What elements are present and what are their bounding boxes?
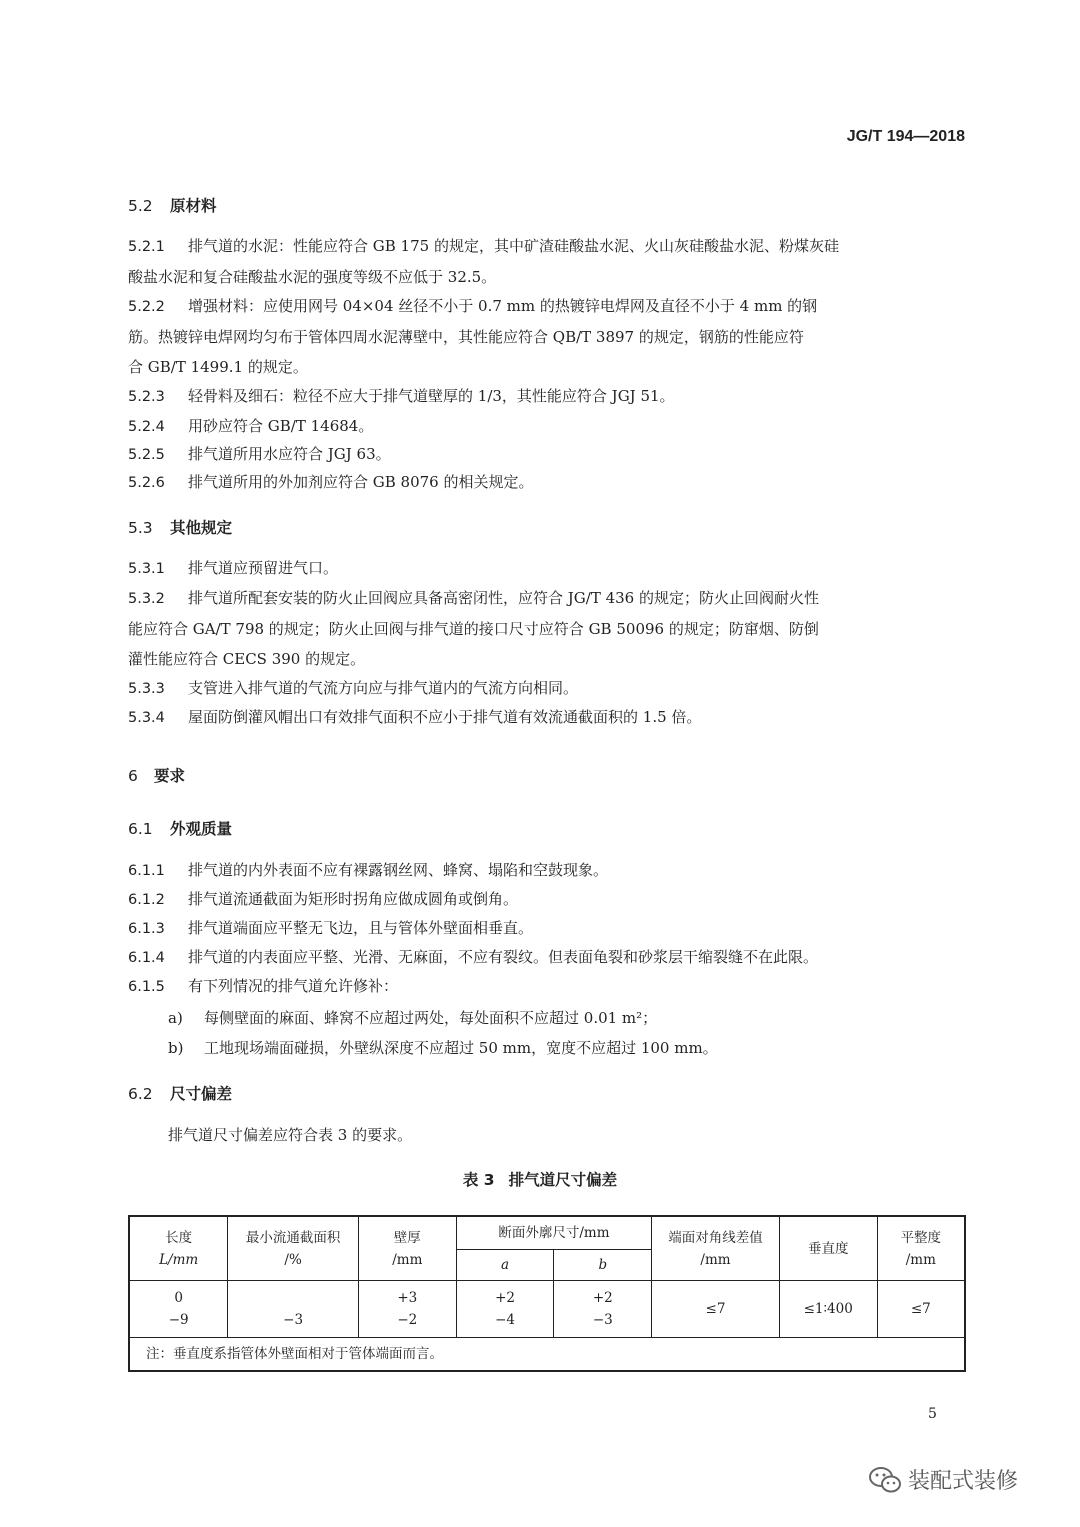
clause-number: 6.1.4 [128, 950, 165, 966]
section-number: 5.3 [128, 519, 153, 537]
clause-6-1-3 [128, 913, 968, 944]
list-text: 每侧壁面的麻面、蜂窝不应超过两处，每处面积不应超过 0.01 m²； [204, 1009, 658, 1027]
clause-text-line: 合 GB/T 1499.1 的规定。 [128, 358, 308, 376]
clause-number: 5.2.3 [128, 389, 165, 405]
clause-number: 5.2.6 [128, 475, 165, 491]
header-diagonal [652, 1216, 780, 1281]
header-b: b [554, 1250, 652, 1281]
header-a: a [456, 1250, 554, 1281]
cell-length [129, 1281, 228, 1338]
table-note: 注：垂直度系指管体外壁面相对于管体端面而言。 [129, 1338, 965, 1372]
header-label: 长度 [165, 1229, 193, 1246]
clause-text-line: 排气道所配套安装的防火止回阀应具备高密闭性，应符合 JG/T 436 的规定；防火止回阀耐火性 [188, 589, 819, 607]
section-title: 原材料 [170, 197, 217, 215]
section-heading-6-2 [128, 1082, 232, 1104]
table-row [129, 1281, 965, 1338]
clause-5-3-4 [128, 702, 968, 733]
list-letter: b) [168, 1039, 184, 1057]
page-number: 5 [928, 1406, 937, 1422]
clause-text-line: 能应符合 GA/T 798 的规定；防火止回阀与排气道的接口尺寸应符合 GB 50096 的规定；防窜烟、防倒 [128, 620, 819, 638]
section-number: 6.1 [128, 820, 153, 838]
clause-text: 排气道尺寸偏差应符合表 3 的要求。 [168, 1126, 413, 1144]
cell-lower: −4 [495, 1312, 515, 1328]
clause-text-line: 灌性能应符合 CECS 390 的规定。 [128, 650, 366, 668]
wechat-icon [868, 1465, 902, 1495]
clause-text: 排气道的内外表面不应有裸露钢丝网、蜂窝、塌陷和空鼓现象。 [188, 861, 609, 879]
header-label: 端面对角线差值 [668, 1229, 763, 1246]
list-text: 工地现场端面碰损，外壁纵深度不应超过 50 mm，宽度不应超过 100 mm。 [204, 1039, 718, 1057]
clause-number: 5.2.5 [128, 447, 165, 463]
clause-5-3-2 [128, 583, 968, 674]
header-unit: /mm [905, 1251, 936, 1268]
table-title [0, 1168, 1080, 1190]
cell-upper: +2 [495, 1290, 515, 1306]
header-flatness [877, 1216, 965, 1281]
clause-text-line: 排气道的水泥：性能应符合 GB 175 的规定，其中矿渣硅酸盐水泥、火山灰硅酸盐水泥、粉煤灰硅 [188, 237, 839, 255]
cell-upper: +3 [397, 1290, 418, 1306]
chapter-heading-6 [128, 764, 185, 786]
clause-number: 6.1.1 [128, 863, 165, 879]
header-label: 最小流通截面积 [245, 1229, 341, 1246]
deviation-table [128, 1215, 966, 1372]
clause-5-2-4 [128, 411, 968, 442]
cell-diagonal: ≤7 [652, 1281, 780, 1338]
header-length [129, 1216, 228, 1281]
header-label: 平整度 [900, 1229, 942, 1246]
header-min-area [228, 1216, 359, 1281]
clause-number: 6.1.3 [128, 921, 165, 937]
clause-6-1-1 [128, 855, 968, 886]
clause-text: 轻骨料及细石：粒径不应大于排气道壁厚的 1/3，其性能应符合 JGJ 51。 [188, 387, 675, 405]
clause-text: 用砂应符合 GB/T 14684。 [188, 417, 374, 435]
clause-text: 有下列情况的排气道允许修补： [188, 977, 399, 995]
section-heading-6-1 [128, 817, 232, 839]
cell-lower: −2 [397, 1312, 418, 1328]
cell-verticality: ≤1∶400 [779, 1281, 877, 1338]
clause-5-3-3 [128, 673, 968, 704]
list-item-a [168, 1003, 968, 1033]
clause-5-2-1 [128, 231, 968, 292]
header-unit: L/mm [159, 1251, 199, 1268]
cell-value: −3 [283, 1312, 304, 1328]
cell-upper: +2 [592, 1290, 613, 1306]
header-unit: /% [284, 1251, 302, 1268]
table-note-row [129, 1338, 965, 1372]
clause-text-line: 酸盐水泥和复合硅酸盐水泥的强度等级不应低于 32.5。 [128, 268, 497, 286]
clause-number: 5.3.1 [128, 561, 165, 577]
table-number: 表 3 [462, 1171, 495, 1189]
clause-text: 排气道所用水应符合 JGJ 63。 [188, 445, 391, 463]
clause-text: 屋面防倒灌风帽出口有效排气面积不应小于排气道有效流通截面积的 1.5 倍。 [188, 708, 702, 726]
clause-number: 5.3.3 [128, 681, 165, 697]
header-unit: /mm [392, 1251, 423, 1268]
chapter-number: 6 [128, 767, 138, 785]
section-heading-5-2 [128, 194, 217, 216]
table-header-row [129, 1216, 965, 1250]
clause-text: 支管进入排气道的气流方向应与排气道内的气流方向相同。 [188, 679, 579, 697]
cell-a [456, 1281, 554, 1338]
header-label: 壁厚 [393, 1229, 421, 1246]
clause-text-line: 筋。热镀锌电焊网均匀布于管体四周水泥薄壁中，其性能应符合 QB/T 3897 的规定，钢筋的性能应符 [128, 328, 804, 346]
standard-code: JG/T 194—2018 [846, 128, 965, 145]
clause-number: 5.2.2 [128, 299, 165, 315]
clause-6-1-5 [128, 971, 968, 1002]
clause-5-2-6 [128, 467, 968, 498]
clause-5-2-5 [128, 439, 968, 470]
section-number: 6.2 [128, 1085, 153, 1103]
cell-upper: 0 [174, 1290, 183, 1306]
clause-text-line: 增强材料：应使用网号 04×04 丝径不小于 0.7 mm 的热镀锌电焊网及直径不小于 4 mm 的钢 [188, 297, 818, 315]
header-unit: /mm [700, 1251, 731, 1268]
cell-area [228, 1281, 359, 1338]
header-verticality: 垂直度 [779, 1216, 877, 1281]
header-section: 断面外廓尺寸/mm [456, 1216, 651, 1250]
chapter-title: 要求 [154, 767, 186, 785]
clause-text: 排气道所用的外加剂应符合 GB 8076 的相关规定。 [188, 473, 534, 491]
clause-5-2-3 [128, 381, 968, 412]
clause-number: 6.1.5 [128, 979, 165, 995]
clause-text: 排气道的内表面应平整、光滑、无麻面，不应有裂纹。但表面龟裂和砂浆层干缩裂缝不在此限。 [188, 948, 819, 966]
clause-number: 6.1.2 [128, 892, 165, 908]
cell-lower: −3 [592, 1312, 613, 1328]
clause-text: 排气道应预留进气口。 [188, 559, 339, 577]
clause-number: 5.3.2 [128, 591, 165, 607]
list-item-b [168, 1033, 968, 1063]
clause-number: 5.2.1 [128, 239, 165, 255]
cell-wall [358, 1281, 456, 1338]
section-title: 尺寸偏差 [170, 1085, 233, 1103]
watermark-text: 装配式装修 [908, 1469, 1019, 1494]
section-number: 5.2 [128, 197, 153, 215]
clause-6-1-2 [128, 884, 968, 915]
list-letter: a) [168, 1009, 183, 1027]
section-title: 其他规定 [170, 519, 233, 537]
cell-b [554, 1281, 652, 1338]
section-heading-5-3 [128, 516, 232, 538]
clause-5-2-2 [128, 291, 968, 382]
clause-6-1-4 [128, 942, 968, 973]
watermark [868, 1464, 1018, 1495]
clause-number: 5.2.4 [128, 419, 165, 435]
cell-flatness: ≤7 [877, 1281, 965, 1338]
cell-lower: −9 [168, 1312, 189, 1328]
clause-text: 排气道流通截面为矩形时拐角应做成圆角或倒角。 [188, 890, 519, 908]
clause-number: 5.3.4 [128, 710, 165, 726]
clause-5-3-1 [128, 553, 968, 584]
table-caption: 排气道尺寸偏差 [508, 1171, 618, 1189]
clause-6-2-text [168, 1120, 968, 1150]
header-wall [358, 1216, 456, 1281]
section-title: 外观质量 [170, 820, 233, 838]
clause-text: 排气道端面应平整无飞边，且与管体外壁面相垂直。 [188, 919, 534, 937]
